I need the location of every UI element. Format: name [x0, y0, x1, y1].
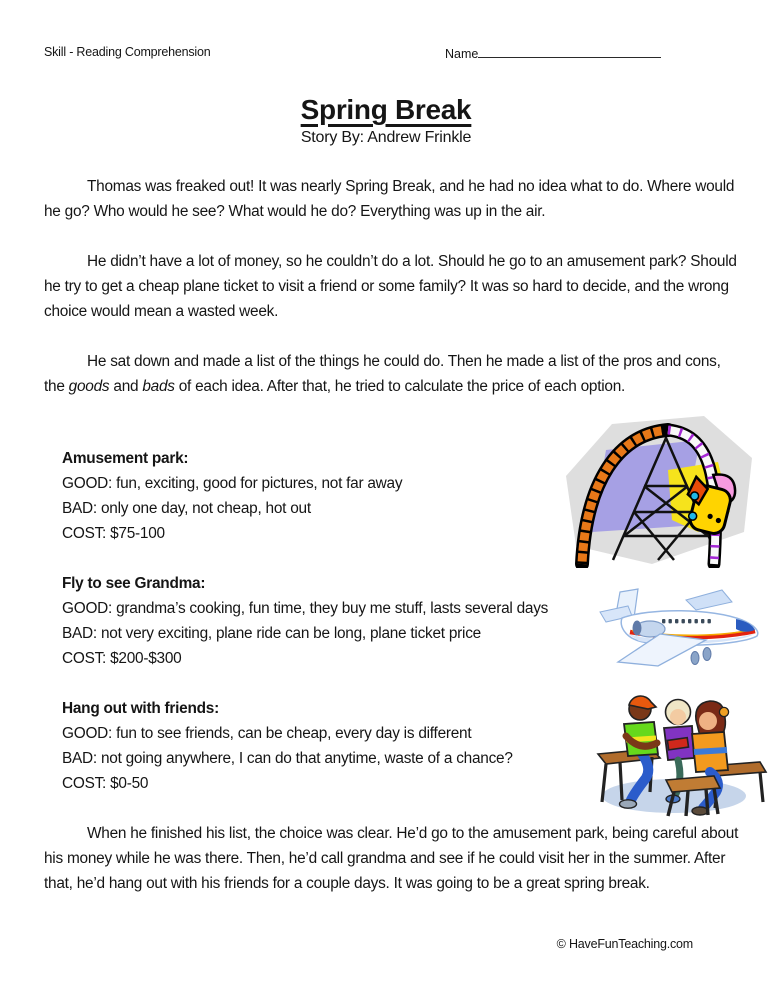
- story-paragraph-1: Thomas was freaked out! It was nearly Spring Break, and he had no idea what to do. Where would he go? Who would he see? What would he do? Everything was up in the air.: [44, 178, 735, 220]
- option-amusement-park: [62, 446, 402, 546]
- name-label: Name: [445, 47, 479, 61]
- option-cost: COST: $75-100: [62, 525, 165, 542]
- name-field: [445, 45, 661, 61]
- italic-word-goods: goods: [68, 378, 110, 395]
- option-title: Amusement park:: [62, 450, 189, 467]
- option-fly-to-grandma: [62, 571, 548, 671]
- friends-image: [590, 676, 772, 818]
- option-cost: COST: $0-50: [62, 775, 149, 792]
- story-paragraph-2: He didn’t have a lot of money, so he couldn’t do a lot. Should he go to an amusement park? Should he try to get a cheap plane ticket to visit a friend or some family? It was so hard to decide, and the wrong choice would mean a wasted week.: [44, 253, 737, 320]
- airplane-image: [594, 582, 770, 672]
- name-blank-line: [478, 45, 661, 58]
- italic-word-bads: bads: [142, 378, 175, 395]
- option-bad: BAD: only one day, not cheap, hot out: [62, 500, 311, 517]
- option-cost: COST: $200-$300: [62, 650, 182, 667]
- skill-label: Skill - Reading Comprehension: [44, 45, 211, 59]
- story-paragraph-4: When he finished his list, the choice was clear. He’d go to the amusement park, being careful about his money while he was there. Then, he’d call grandma and see if he could visit her in the summer. After that, he’d hang out with his friends for a couple days. It was going to be a great spring break.: [44, 825, 739, 892]
- option-good: GOOD: grandma’s cooking, fun time, they buy me stuff, lasts several days: [62, 600, 549, 617]
- roller-coaster-image: [556, 412, 760, 568]
- option-good: GOOD: fun, exciting, good for pictures, not far away: [62, 475, 403, 492]
- airplane-icon: [594, 582, 770, 672]
- option-title: Hang out with friends:: [62, 700, 219, 717]
- friends-icon: [590, 676, 772, 818]
- option-title: Fly to see Grandma:: [62, 575, 206, 592]
- option-bad: BAD: not going anywhere, I can do that anytime, waste of a chance?: [62, 750, 513, 767]
- roller-coaster-icon: [556, 412, 760, 568]
- page-title: Spring Break: [300, 94, 472, 125]
- option-hang-out-friends: [62, 696, 513, 796]
- option-bad: BAD: not very exciting, plane ride can be long, plane ticket price: [62, 625, 481, 642]
- story-paragraph-3: He sat down and made a list of the things he could do. Then he made a list of the pros and cons, the goods and bads of each idea. After that, he tried to calculate the price of each option.: [44, 353, 721, 395]
- byline: Story By: Andrew Frinkle: [300, 129, 472, 146]
- copyright: © HaveFunTeaching.com: [556, 937, 693, 951]
- option-good: GOOD: fun to see friends, can be cheap, every day is different: [62, 725, 472, 742]
